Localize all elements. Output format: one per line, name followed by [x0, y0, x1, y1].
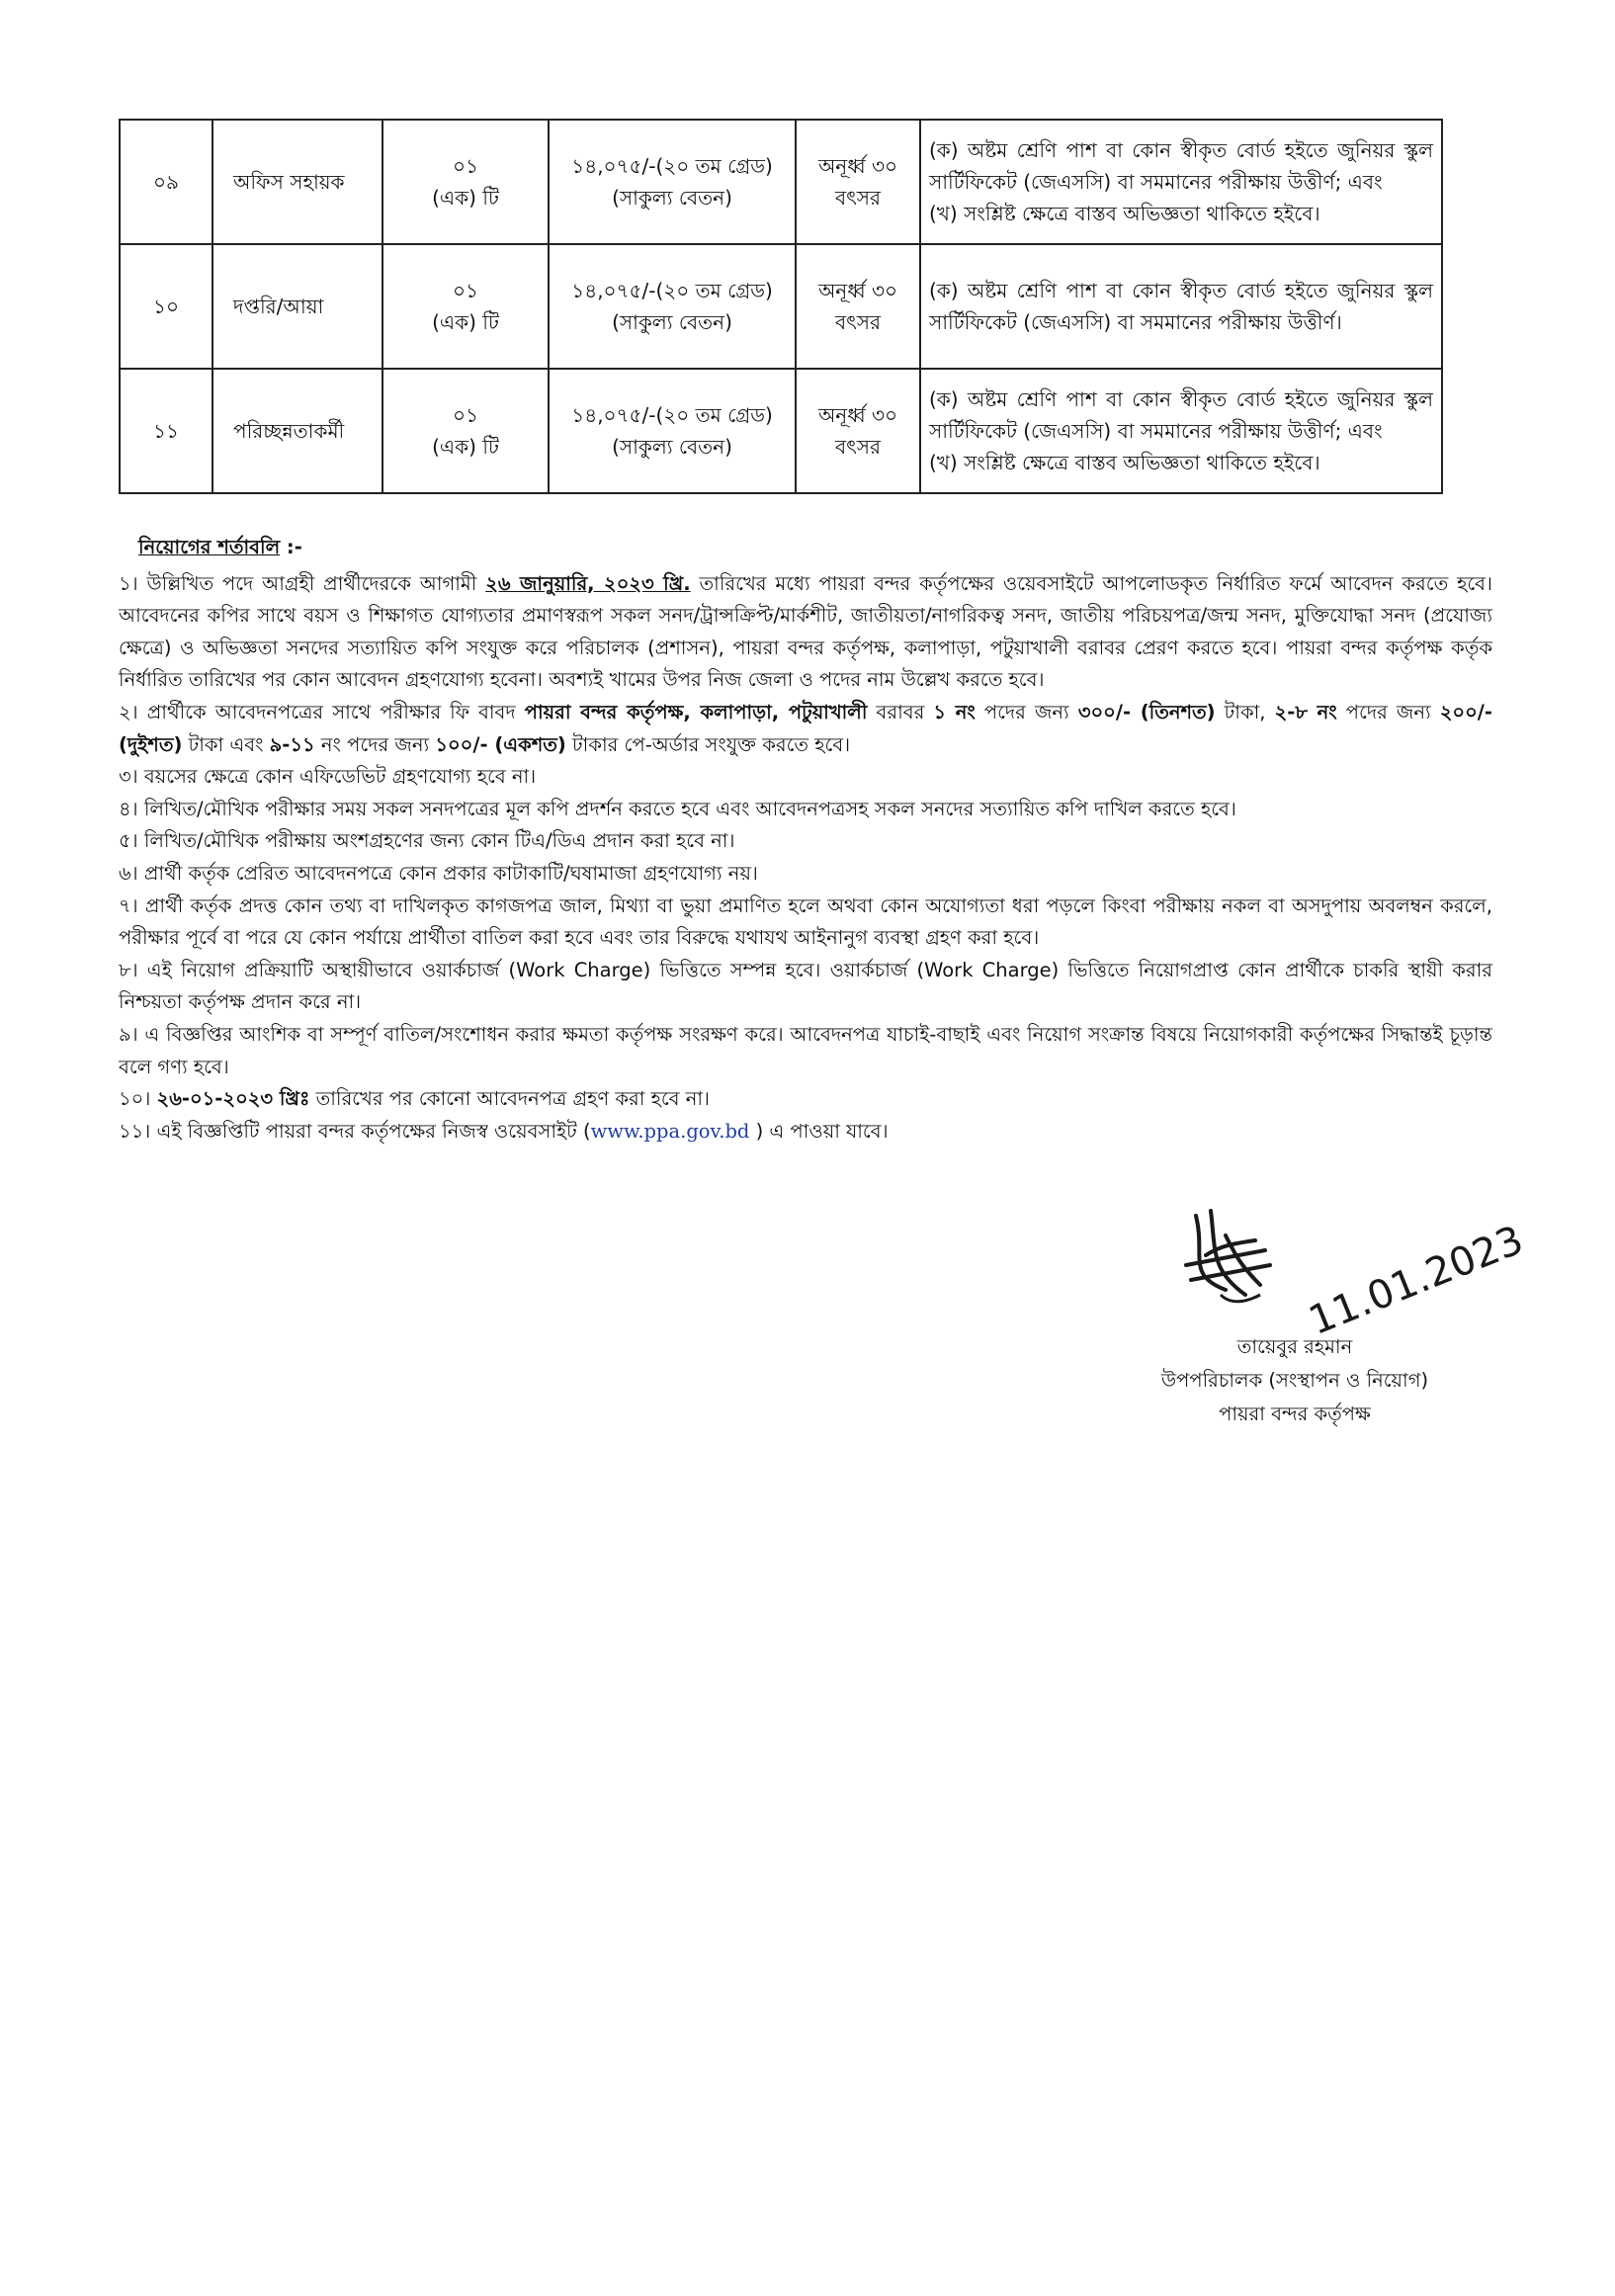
term-item-4: ৪। লিখিত/মৌখিক পরীক্ষার সময় সকল সনদপত্রের মূল কপি প্রদর্শন করতে হবে এবং আবেদনপত্রসহ সকল সনদের সত্যায়িত কপি দাখিল করতে হবে।	[119, 797, 1236, 820]
term-item-2: ২। প্রার্থীকে আবেদনপত্রের সাথে পরীক্ষার ফি বাবদ পায়রা বন্দর কর্তৃপক্ষ, কলাপাড়া, পটুয়াখালী বরাবর ১ নং পদের জন্য ৩০০/- (তিনশত) টাকা, ২-৮ নং পদের জন্য ২০০/- (দুইশত) টাকা এবং ৯-১১ নং পদের জন্য ১০০/- (একশত) টাকার পে-অর্ডার সংযুক্ত করতে হবে।	[119, 700, 1492, 756]
table-row	[120, 120, 1442, 244]
requirement-line: (ক) অষ্টম শ্রেণি পাশ বা কোন স্বীকৃত বোর্ড হইতে জুনিয়র স্কুল সার্টিফিকেট (জেএসসি) বা সমমানের পরীক্ষায় উত্তীর্ণ।	[929, 279, 1433, 334]
table-row	[120, 244, 1442, 369]
salary-cell: ১৪,০৭৫/-(২০ তম গ্রেড) (সাকুল্য বেতন)	[549, 244, 796, 369]
svg-text:11.01.2023: 11.01.2023	[1303, 1217, 1530, 1345]
term-item-3: ৩। বয়সের ক্ষেত্রে কোন এফিডেভিট গ্রহণযোগ্য হবে না।	[119, 765, 537, 789]
term-item-1: ১। উল্লিখিত পদে আগ্রহী প্রার্থীদেরকে আগামী ২৬ জানুয়ারি, ২০২৩ খ্রি. তারিখের মধ্যে পায়রা বন্দর কর্তৃপক্ষের ওয়েবসাইটে আপলোডকৃত নির্ধারিত ফর্মে আবেদন করতে হবে। আবেদনের কপির সাথে বয়স ও শিক্ষাগত যোগ্যতার প্রমাণস্বরূপ সকল সনদ/ট্রান্সক্রিপ্ট/মার্কশীট, জাতীয়তা/নাগরিকত্ব সনদ, জাতীয় পরিচয়পত্র/জন্ম সনদ, মুক্তিযোদ্ধা সনদ (প্রযোজ্য ক্ষেত্রে) ও অভিজ্ঞতা সনদের সত্যায়িত কপি সংযুক্ত করে পরিচালক (প্রশাসন), পায়রা বন্দর কর্তৃপক্ষ, কলাপাড়া, পটুয়াখালী বরাবর প্রেরণ করতে হবে। পায়রা বন্দর কর্তৃপক্ষ কর্তৃক নির্ধারিত তারিখের পর কোন আবেদন গ্রহণযোগ্য হবেনা। অবশ্যই খামের উপর নিজ জেলা ও পদের নাম উল্লেখ করতে হবে।	[119, 571, 1492, 692]
salary-cell: ১৪,০৭৫/-(২০ তম গ্রেড) (সাকুল্য বেতন)	[549, 369, 796, 493]
post-name-cell: অফিস সহায়ক	[212, 120, 382, 244]
terms-heading	[138, 532, 1492, 564]
term-item-5: ৫। লিখিত/মৌখিক পরীক্ষায় অংশগ্রহণের জন্য কোন টিএ/ডিএ প্রদান করা হবে না।	[119, 829, 735, 853]
requirement-line: (ক) অষ্টম শ্রেণি পাশ বা কোন স্বীকৃত বোর্ড হইতে জুনিয়র স্কুল সার্টিফিকেট (জেএসসি) বা সমমানের পরীক্ষায় উত্তীর্ণ; এবং	[929, 387, 1433, 443]
posts-table-body	[120, 120, 1442, 493]
requirement-line: (খ) সংশ্লিষ্ট ক্ষেত্রে বাস্তব অভিজ্ঞতা থাকিতে হইবে।	[929, 451, 1320, 474]
requirements-cell	[920, 120, 1442, 244]
signature-block	[1097, 1196, 1530, 1433]
signatory-details	[1097, 1330, 1492, 1431]
serial-cell: ০৯	[120, 120, 212, 244]
post-name-cell: দপ্তরি/আয়া	[212, 244, 382, 369]
website-link[interactable]: www.ppa.gov.bd	[590, 1119, 750, 1143]
requirements-cell	[920, 244, 1442, 369]
requirements-cell	[920, 369, 1442, 493]
term-item-7: ৭। প্রার্থী কর্তৃক প্রদত্ত কোন তথ্য বা দাখিলকৃত কাগজপত্র জাল, মিথ্যা বা ভুয়া প্রমাণিত হলে অথবা কোন অযোগ্যতা ধরা পড়লে কিংবা পরীক্ষায় নকল বা অসদুপায় অবলম্বন করলে, পরীক্ষার পূর্বে বা পরে যে কোন পর্যায়ে প্রার্থীতা বাতিল করা হবে এবং তার বিরুদ্ধে যথাযথ আইনানুগ ব্যবস্থা গ্রহণ করা হবে।	[119, 893, 1492, 950]
post-count-cell: ০১ (এক) টি	[382, 369, 549, 493]
signatory-name: তায়েবুর রহমান	[1236, 1335, 1353, 1358]
requirement-line: (ক) অষ্টম শ্রেণি পাশ বা কোন স্বীকৃত বোর্ড হইতে জুনিয়র স্কুল সার্টিফিকেট (জেএসসি) বা সমমানের পরীক্ষায় উত্তীর্ণ; এবং	[929, 138, 1433, 194]
terms-heading-text: নিয়োগের শর্তাবলি	[138, 536, 281, 558]
age-limit-cell: অনূর্ধ্ব ৩০ বৎসর	[796, 369, 920, 493]
term-item-6: ৬। প্রার্থী কর্তৃক প্রেরিত আবেদনপত্রে কোন প্রকার কাটাকাটি/ঘষামাজা গ্রহণযোগ্য নয়।	[119, 861, 758, 885]
serial-cell: ১০	[120, 244, 212, 369]
serial-cell: ১১	[120, 369, 212, 493]
salary-cell: ১৪,০৭৫/-(২০ তম গ্রেড) (সাকুল্য বেতন)	[549, 120, 796, 244]
term-item-9: ৯। এ বিজ্ঞপ্তির আংশিক বা সম্পূর্ণ বাতিল/সংশোধন করার ক্ষমতা কর্তৃপক্ষ সংরক্ষণ করে। আবেদনপত্র যাচাই-বাছাই এবং নিয়োগ সংক্রান্ত বিষয়ে নিয়োগকারী কর্তৃপক্ষের সিদ্ধান্তই চূড়ান্ত বলে গণ্য হবে।	[119, 1022, 1492, 1078]
post-count-cell: ০১ (এক) টি	[382, 244, 549, 369]
post-count-cell: ০১ (এক) টি	[382, 120, 549, 244]
age-limit-cell: অনূর্ধ্ব ৩০ বৎসর	[796, 120, 920, 244]
signatory-designation: উপপরিচালক (সংস্থাপন ও নিয়োগ)	[1160, 1369, 1429, 1392]
handwritten-signature	[1166, 1196, 1285, 1315]
handwritten-date	[1275, 1196, 1530, 1345]
signatory-organization: পায়রা বন্দর কর্তৃপক্ষ	[1219, 1403, 1371, 1425]
posts-table	[119, 119, 1443, 494]
table-row	[120, 369, 1442, 493]
age-limit-cell: অনূর্ধ্ব ৩০ বৎসর	[796, 244, 920, 369]
requirement-line: (খ) সংশ্লিষ্ট ক্ষেত্রে বাস্তব অভিজ্ঞতা থাকিতে হইবে।	[929, 202, 1320, 225]
term-item-10: ১০। ২৬-০১-২০২৩ খ্রিঃ তারিখের পর কোনো আবেদনপত্র গ্রহণ করা হবে না।	[119, 1087, 710, 1111]
term-item-11: ১১। এই বিজ্ঞপ্তিটি পায়রা বন্দর কর্তৃপক্ষের নিজস্ব ওয়েবসাইট (www.ppa.gov.bd ) এ পাওয়া যাবে।	[119, 1119, 889, 1143]
term-item-8: ৮। এই নিয়োগ প্রক্রিয়াটি অস্থায়ীভাবে ওয়ার্কচার্জ (Work Charge) ভিত্তিতে সম্পন্ন হবে। ওয়ার্কচার্জ (Work Charge) ভিত্তিতে নিয়োগপ্রাপ্ত কোন প্রার্থীকে চাকরি স্থায়ী করার নিশ্চয়তা কর্তৃপক্ষ প্রদান করে না।	[119, 958, 1492, 1014]
terms-heading-suffix: :-	[280, 536, 302, 558]
terms-section	[119, 532, 1492, 1148]
post-name-cell: পরিচ্ছন্নতাকর্মী	[212, 369, 382, 493]
